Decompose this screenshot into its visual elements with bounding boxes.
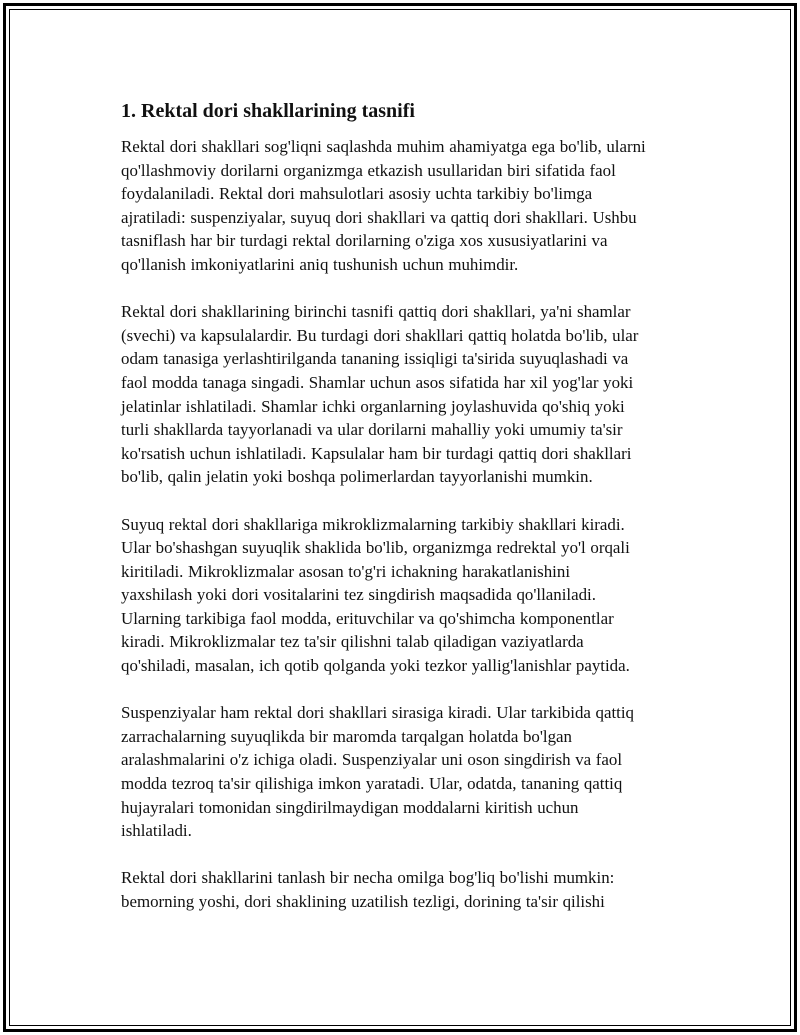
paragraph-2 (121, 300, 696, 489)
paragraph-1 (121, 135, 696, 277)
text-line: Ular bo'shashgan suyuqlik shaklida bo'lib, organizmga redrektal yo'l orqali (121, 538, 630, 558)
text-line: Suspenziyalar ham rektal dori shakllari sirasiga kiradi. Ular tarkibida qattiq (121, 703, 634, 723)
text-line: ko'rsatish uchun ishlatiladi. Kapsulalar ham bir turdagi qattiq dori shakllari (121, 443, 632, 463)
text-line: tasniflash har bir turdagi rektal dorilarning o'ziga xos xususiyatlarini va (121, 231, 608, 251)
text-line: faol modda tanaga singadi. Shamlar uchun asos sifatida har xil yog'lar yoki (121, 372, 634, 392)
text-line: qo'llashmoviy dorilarni organizmga etkazish usullaridan biri sifatida faol (121, 160, 616, 180)
text-line: hujayralari tomonidan singdirilmaydigan moddalarni kiritish uchun (121, 797, 579, 817)
text-line: kiritiladi. Mikroklizmalar asosan to'g'ri ichakning harakatlanishini (121, 561, 571, 581)
text-line: qo'llanish imkoniyatlarini aniq tushunish uchun muhimdir. (121, 254, 519, 274)
text-line: ishlatiladi. (121, 821, 192, 841)
text-line: yaxshilash yoki dori vositalarini tez singdirish maqsadida qo'llaniladi. (121, 585, 596, 605)
text-line: Rektal dori shakllari sog'liqni saqlashda muhim ahamiyatga ega bo'lib, ularni (121, 137, 646, 156)
text-line: Rektal dori shakllarini tanlash bir necha omilga bog'liq bo'lishi mumkin: (121, 868, 615, 888)
text-line: kiradi. Mikroklizmalar tez ta'sir qilishni talab qiladigan vaziyatlarda (121, 632, 584, 652)
text-line: aralashmalarini o'z ichiga oladi. Suspenziyalar uni oson singdirish va faol (121, 750, 623, 770)
text-line: zarrachalarning suyuqlikda bir maromda tarqalgan holatda bo'lgan (121, 726, 572, 746)
document-content (121, 98, 696, 937)
paragraph-5 (121, 866, 696, 913)
paragraph-3 (121, 513, 696, 678)
text-line: Ularning tarkibiga faol modda, erituvchilar va qo'shimcha komponentlar (121, 608, 614, 628)
document-page (3, 3, 797, 1032)
text-line: ajratiladi: suspenziyalar, suyuq dori shakllari va qattiq dori shakllari. Ushbu (121, 207, 637, 227)
section-heading: 1. Rektal dori shakllarining tasnifi (121, 100, 415, 122)
text-line: foydalaniladi. Rektal dori mahsulotlari asosiy uchta tarkibiy bo'limga (121, 184, 593, 204)
paragraph-4 (121, 701, 696, 843)
text-line: qo'shiladi, masalan, ich qotib qolganda yoki tezkor yallig'lanishlar paytida. (121, 656, 630, 676)
text-line: bo'lib, qalin jelatin yoki boshqa polimerlardan tayyorlanishi mumkin. (121, 467, 593, 487)
text-line: Suyuq rektal dori shakllariga mikroklizmalarning tarkibiy shakllari kiradi. (121, 514, 625, 534)
text-line: odam tanasiga yerlashtirilganda tananing issiqligi ta'sirida suyuqlashadi va (121, 349, 629, 369)
text-line: modda tezroq ta'sir qilishiga imkon yaratadi. Ular, odatda, tananing qattiq (121, 774, 623, 794)
text-line: turli shakllarda tayyorlanadi va ular dorilarni mahalliy yoki umumiy ta'sir (121, 420, 623, 440)
text-line: (svechi) va kapsulalardir. Bu turdagi dori shakllari qattiq holatda bo'lib, ular (121, 325, 639, 345)
text-line: jelatinlar ishlatiladi. Shamlar ichki organlarning joylashuvida qo'shiq yoki (121, 396, 625, 416)
text-line: bemorning yoshi, dori shaklining uzatilish tezligi, dorining ta'sir qilishi (121, 892, 605, 911)
text-line: Rektal dori shakllarining birinchi tasnifi qattiq dori shakllari, ya'ni shamlar (121, 302, 631, 322)
